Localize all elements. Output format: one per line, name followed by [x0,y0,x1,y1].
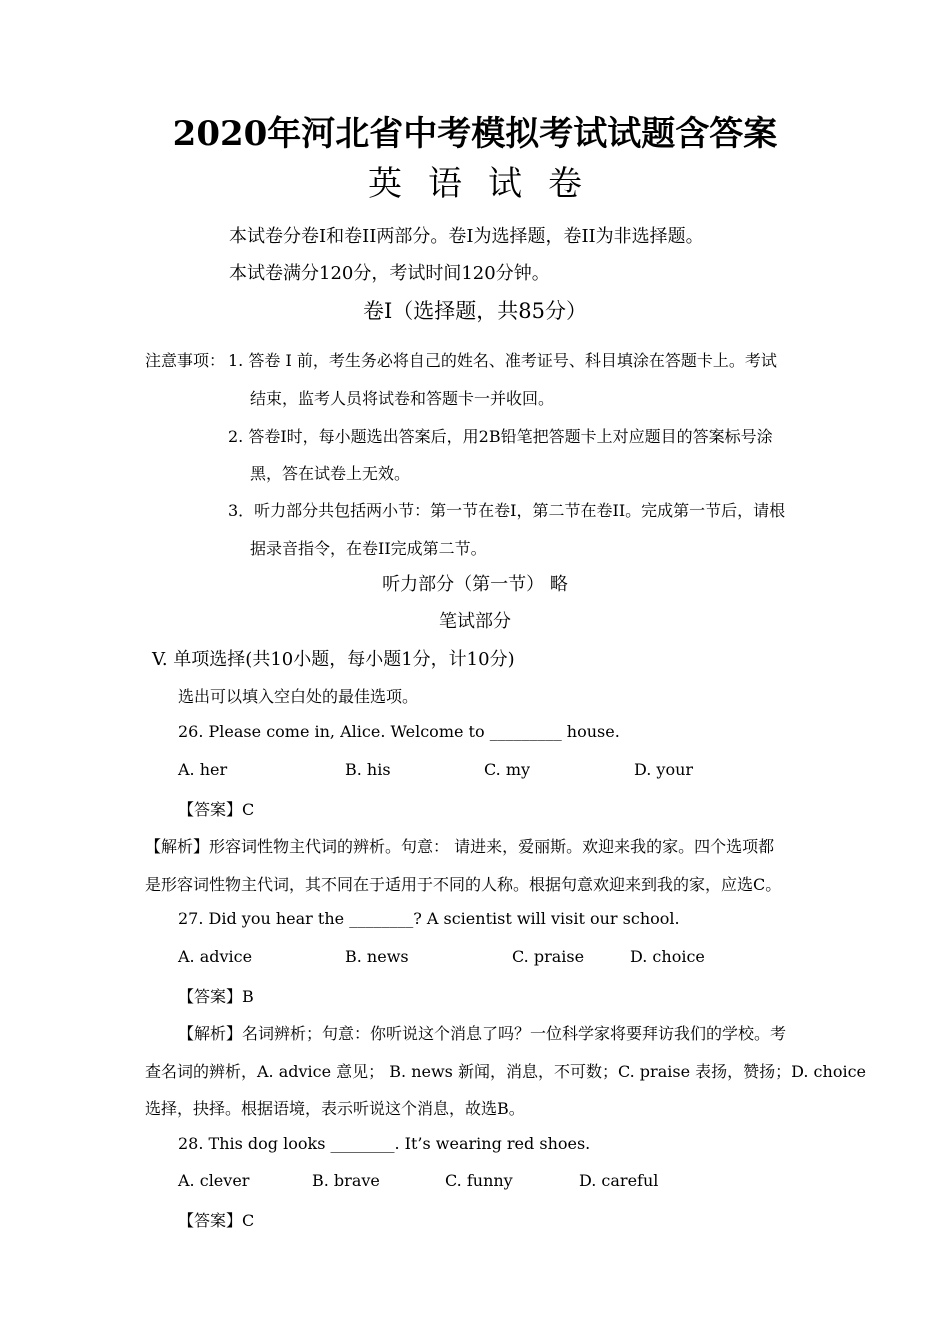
question-27-answer: 【答案】B [178,987,254,1006]
question-26-option-b: B. his [345,760,391,779]
question-26-answer: 【答案】C [178,800,255,819]
page-title: 2020年河北省中考模拟考试试题含答案 [172,114,778,154]
question-28-option-d: D. careful [579,1171,659,1190]
section-title: 卷I（选择题，共85分） [362,299,588,323]
note-3-line-2: 据录音指令，在卷II完成第二节。 [250,539,487,558]
question-26-analysis-line-1: 【解析】形容词性物主代词的辨析。句意： 请进来，爱丽斯。欢迎来我的家。四个选项都 [145,837,775,856]
question-28-option-c: C. funny [445,1171,513,1190]
question-27-option-b: B. news [345,947,409,966]
note-2-line-2: 黑，答在试卷上无效。 [250,464,411,483]
part-five-instruction: 选出可以填入空白处的最佳选项。 [178,687,419,706]
question-27-stem: 27. Did you hear the ________? A scientist will visit our school. [178,909,680,928]
question-28-stem: 28. This dog looks ________. It’s wearing red shoes. [178,1134,591,1153]
question-26-option-d: D. your [634,760,694,779]
question-27-option-c: C. praise [512,947,585,966]
question-27-analysis-line-3: 选择，抉择。根据语境，表示听说这个消息，故选B。 [145,1099,525,1118]
question-26-analysis-line-2: 是形容词性物主代词，其不同在于适用于不同的人称。根据句意欢迎来到我的家，应选C。 [145,875,782,894]
question-27-option-a: A. advice [178,947,253,966]
note-2-line-1: 2. 答卷I时，每小题选出答案后，用2B铅笔把答题卡上对应题目的答案标号涂 [228,427,773,446]
page-subtitle: 英语试卷 [368,164,608,204]
note-3-line-1: 3．听力部分共包括两小节：第一节在卷I，第二节在卷II。完成第一节后，请根 [228,501,786,520]
question-28-option-b: B. brave [312,1171,380,1190]
intro-line-2: 本试卷满分120分，考试时间120分钟。 [229,263,550,284]
intro-line-1: 本试卷分卷I和卷II两部分。卷I为选择题，卷II为非选择题。 [229,226,704,247]
notes-label: 注意事项： [145,351,226,370]
question-28-answer: 【答案】C [178,1211,255,1230]
written-heading: 笔试部分 [439,611,511,632]
question-26-option-a: A. her [178,760,228,779]
question-27-option-d: D. choice [630,947,705,966]
part-five-heading: V. 单项选择(共10小题，每小题1分，计10分) [152,649,515,670]
question-26-stem: 26. Please come in, Alice. Welcome to _________ house. [178,722,620,741]
question-26-option-c: C. my [484,760,531,779]
question-27-analysis-line-2: 查名词的辨析，A. advice 意见； B. news 新闻，消息，不可数；C. praise 表扬，赞扬；D. choice [145,1062,866,1081]
note-1-line-1: 1. 答卷 I 前，考生务必将自己的姓名、准考证号、科目填涂在答题卡上。考试 [228,351,777,370]
listening-heading: 听力部分（第一节） 略 [382,574,568,595]
note-1-line-2: 结束，监考人员将试卷和答题卡一并收回。 [250,389,555,408]
question-28-option-a: A. clever [178,1171,250,1190]
question-27-analysis-line-1: 【解析】名词辨析；句意：你听说这个消息了吗？一位科学家将要拜访我们的学校。考 [178,1024,787,1043]
